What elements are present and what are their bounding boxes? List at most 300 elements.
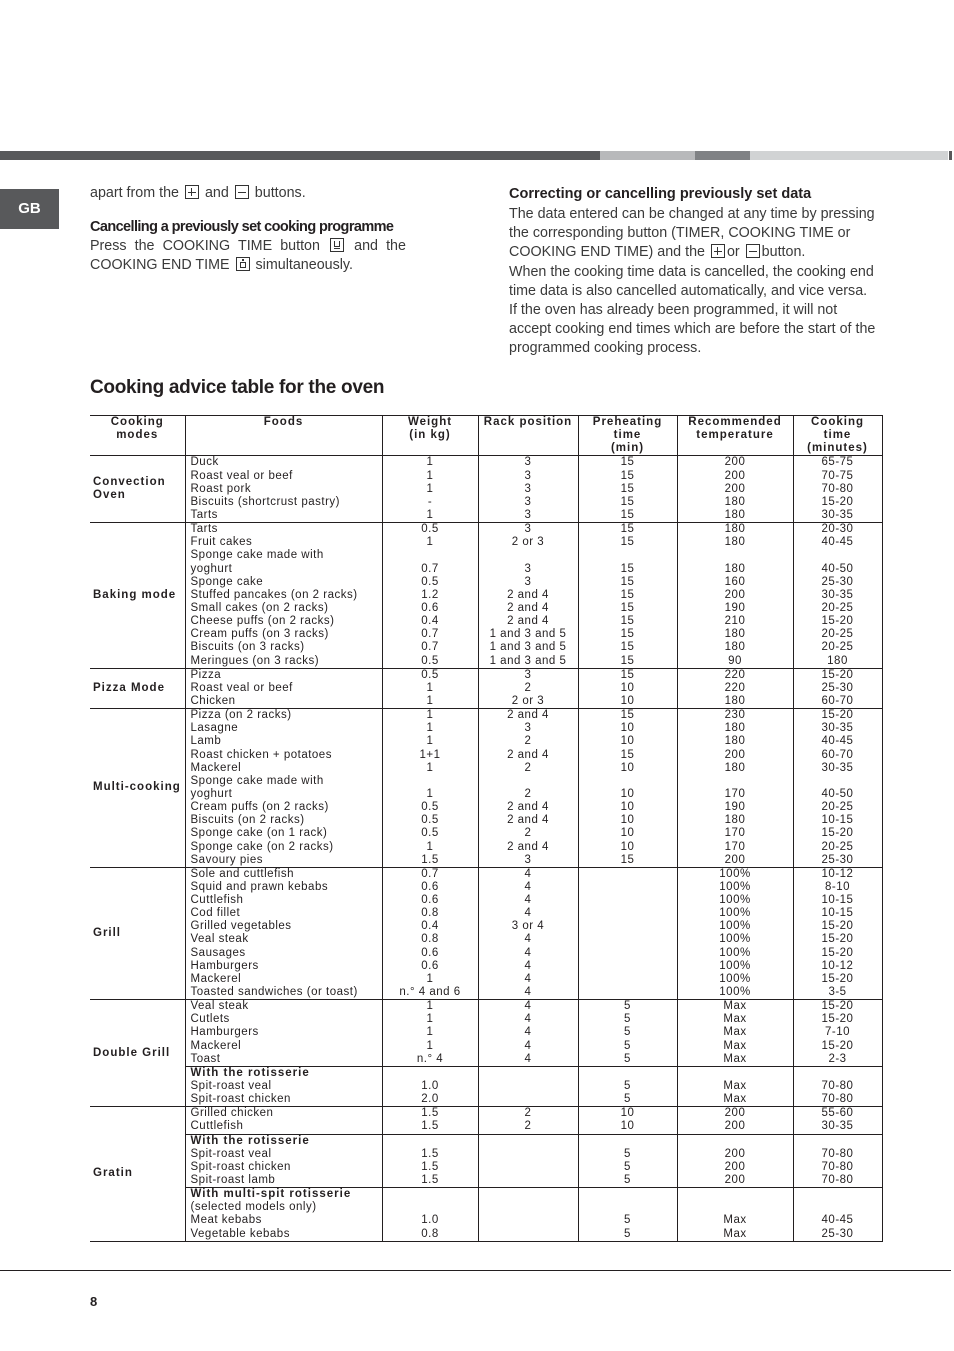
cell-value: Sponge cake (on 2 racks) (190, 840, 334, 853)
spacer (479, 1135, 578, 1148)
cell-value: 4 (524, 880, 532, 893)
cell-value (479, 1228, 578, 1241)
cell-value: 15 (620, 562, 635, 575)
cell-value: Mackerel (190, 761, 242, 774)
cell-value: 7-10 (824, 1026, 851, 1039)
cell-value: 1.5 (421, 853, 439, 866)
cell-value: 15 (620, 508, 635, 521)
cell-value: 4 (524, 867, 532, 880)
cell-value (579, 933, 677, 946)
preheat-cell (578, 456, 677, 523)
cell-value: 3 (524, 469, 532, 482)
cell-value: Roast veal or beef (190, 469, 293, 482)
cell-value (794, 1201, 882, 1214)
temperature-cell (677, 1107, 793, 1134)
cell-value: 180 (724, 508, 746, 521)
cancel-programme-text: Press the COOKING TIME button and the COOKING END TIME simultaneously. (90, 238, 406, 274)
cell-value: - (427, 495, 433, 508)
cell-value: 0.4 (421, 920, 439, 933)
cell-value (383, 549, 478, 562)
cell-value: 15 (620, 853, 635, 866)
cell-value: 5 (624, 1147, 631, 1160)
header-text: Weight (407, 416, 453, 428)
cell-value: 210 (724, 615, 746, 628)
cell-value: 10 (620, 801, 635, 814)
table-row (90, 1107, 882, 1134)
cell-value: Mackerel (190, 972, 242, 985)
food-cell (185, 867, 382, 999)
cell-value: 25-30 (821, 853, 854, 866)
cell-value: 15 (620, 495, 635, 508)
cell-value: 0.6 (421, 894, 439, 907)
cell-value: 180 (724, 722, 746, 735)
weight-cell (382, 1000, 478, 1067)
preheat-cell (578, 523, 677, 669)
cell-value: Tarts (190, 523, 218, 536)
cell-value: 30-35 (821, 1120, 854, 1133)
cell-value: 200 (724, 1160, 746, 1173)
cell-value: Sole and cuttlefish (190, 867, 294, 880)
temperature-cell (677, 1066, 793, 1106)
cell-value: 1 (426, 1026, 434, 1039)
preheat-cell (578, 1107, 677, 1134)
cell-value: Spit-roast chicken (190, 1160, 291, 1173)
spacer (383, 1135, 478, 1148)
rack-cell (478, 668, 578, 708)
cell-value: 170 (724, 787, 746, 800)
cell-value: 10-15 (821, 894, 854, 907)
cooking-time-cell (793, 456, 882, 523)
header-rack-position (478, 416, 578, 456)
cell-value: 1 (426, 694, 434, 707)
cell-value: 10 (620, 761, 635, 774)
cell-value: 1 (426, 787, 434, 800)
cell-value: 1 (426, 1000, 434, 1013)
cell-value (579, 960, 677, 973)
cell-value: Cream puffs (on 2 racks) (190, 801, 329, 814)
cell-value: Lamb (190, 735, 222, 748)
cell-value: Toasted sandwiches (or toast) (190, 986, 358, 999)
cell-value: 200 (724, 1107, 746, 1120)
cell-value: Sponge cake (on 1 rack) (190, 827, 328, 840)
cell-value (794, 775, 882, 788)
cell-value: 1 and 3 and 5 (489, 628, 567, 641)
cell-value: 3 (524, 482, 532, 495)
rack-cell (478, 456, 578, 523)
food-cell (185, 523, 382, 669)
cell-value: Cuttlefish (190, 894, 244, 907)
rack-cell (478, 1107, 578, 1134)
cell-value: Spit-roast lamb (190, 1174, 276, 1187)
cell-value: 4 (524, 894, 532, 907)
cell-value: 1 (426, 709, 434, 722)
cell-value: 60-70 (821, 694, 854, 707)
temperature-cell (677, 456, 793, 523)
cell-value: 15-20 (821, 1013, 854, 1026)
cell-value: Spit-roast veal (190, 1080, 272, 1093)
cell-value: 2 (524, 681, 532, 694)
cooking-time-cell (793, 1134, 882, 1188)
table-row (90, 867, 882, 999)
cell-value (579, 986, 677, 999)
cell-value (579, 947, 677, 960)
cooking-mode-label: Gratin (93, 1167, 133, 1180)
correcting-text-3: If the oven has already been programmed, it will not accept cooking end times which are before the start of the programmed cooking process. (509, 302, 876, 357)
cell-value: 15 (620, 482, 635, 495)
cell-value: 10 (620, 827, 635, 840)
cell-value: 70-80 (821, 1174, 854, 1187)
header-weight (382, 416, 478, 456)
cell-value: 4 (524, 1000, 532, 1013)
cell-value: 60-70 (821, 748, 854, 761)
cell-value: 5 (624, 1013, 631, 1026)
cell-value: 5 (624, 1080, 631, 1093)
cell-value: 5 (624, 1039, 631, 1052)
cell-value: 15-20 (821, 668, 854, 681)
weight-cell (382, 867, 478, 999)
cell-value: 3 (524, 575, 532, 588)
cell-value: Max (723, 1013, 747, 1026)
cell-value: 15-20 (821, 1039, 854, 1052)
table-header-row (90, 416, 882, 456)
table-row (90, 709, 882, 868)
cell-value: 1 (426, 508, 434, 521)
cell-value: Duck (190, 456, 219, 469)
preheat-cell (578, 668, 677, 708)
cell-value: 200 (724, 1147, 746, 1160)
cell-value: 25-30 (821, 1227, 854, 1240)
cell-value: Cream puffs (on 3 racks) (190, 628, 329, 641)
cell-value: 180 (724, 536, 746, 549)
temperature-cell (677, 1188, 793, 1242)
cell-value: 4 (524, 1052, 532, 1065)
cell-value (479, 1201, 578, 1214)
cell-value: 0.6 (421, 880, 439, 893)
cell-value: 160 (724, 575, 746, 588)
table-body (90, 456, 882, 1241)
cell-value: 70-80 (821, 1147, 854, 1160)
cell-value: 15-20 (821, 709, 854, 722)
cell-value: 15 (620, 588, 635, 601)
cooking-mode-label: Oven (93, 489, 126, 502)
cell-value: 15 (620, 469, 635, 482)
cell-value: 0.5 (421, 814, 439, 827)
cell-value: 1 (426, 840, 434, 853)
spacer (479, 1067, 578, 1080)
header-text: Cooking (811, 416, 864, 428)
cell-value: Mackerel (190, 1039, 242, 1052)
cell-value: Chicken (190, 694, 236, 707)
sub-heading: With the rotisserie (190, 1066, 310, 1079)
cell-value: Savoury pies (190, 853, 263, 866)
cell-value: 180 (827, 654, 848, 667)
cell-value: 180 (724, 735, 746, 748)
cell-value: 180 (724, 761, 746, 774)
cell-value: Sponge cake made with (190, 549, 324, 562)
plus-icon (185, 185, 199, 199)
cell-value: Max (723, 1214, 747, 1227)
cooking-mode-label: Pizza Mode (93, 681, 165, 694)
cell-value: 65-75 (821, 456, 854, 469)
cell-value: 200 (724, 1120, 746, 1133)
cell-value: 180 (724, 814, 746, 827)
cell-value: 10 (620, 735, 635, 748)
cell-value: Stuffed pancakes (on 2 racks) (190, 588, 358, 601)
cell-value: Sausages (190, 946, 246, 959)
spacer (678, 1135, 793, 1148)
cooking-time-cell (793, 668, 882, 708)
cell-value: 1 (426, 1039, 434, 1052)
cell-value: 0.5 (421, 668, 439, 681)
cell-value: 1 (426, 469, 434, 482)
cell-value: 170 (724, 827, 746, 840)
preheat-cell (578, 1134, 677, 1188)
cell-value: Roast veal or beef (190, 681, 293, 694)
cell-value: 20-25 (821, 641, 854, 654)
cell-value: 2.0 (421, 1093, 439, 1106)
cell-value: 2 and 4 (507, 840, 549, 853)
preheat-cell (578, 1188, 677, 1242)
cell-value: 70-80 (821, 1160, 854, 1173)
cell-value: 15 (620, 601, 635, 614)
cell-value: 20-25 (821, 601, 854, 614)
cell-value: 1 (426, 482, 434, 495)
table-row (90, 1188, 882, 1242)
cell-value: 0.6 (421, 601, 439, 614)
cell-value: 2-3 (828, 1052, 847, 1065)
weight-cell (382, 1107, 478, 1134)
cell-value: 5 (624, 1052, 631, 1065)
cell-value: Meringues (on 3 racks) (190, 654, 320, 667)
cell-value: 1 (426, 681, 434, 694)
table-title: Cooking advice table for the oven (90, 377, 385, 398)
cooking-time-cell (793, 1000, 882, 1067)
food-cell (185, 456, 382, 523)
cell-value: 3 or 4 (511, 920, 545, 933)
cell-value: 5 (624, 1160, 631, 1173)
cell-value: 10 (620, 814, 635, 827)
cell-value: 10-15 (821, 814, 854, 827)
cell-value (678, 775, 793, 788)
cell-value: Max (723, 1026, 747, 1039)
cell-value: 0.5 (421, 654, 439, 667)
cooking-mode-label: Convection (93, 476, 166, 489)
cell-value: 2 (524, 787, 532, 800)
cell-value: Squid and prawn kebabs (190, 880, 329, 893)
cell-value: 3 (524, 853, 532, 866)
spacer (794, 1135, 882, 1148)
cell-value: 40-50 (821, 562, 854, 575)
spacer (678, 1067, 793, 1080)
cell-value: 2 and 4 (507, 801, 549, 814)
cell-value: 5 (624, 1174, 631, 1187)
cell-value: 230 (724, 709, 746, 722)
header-text: Rack position (483, 416, 573, 428)
header-text: modes (116, 429, 159, 442)
temperature-cell (677, 668, 793, 708)
weight-cell (382, 456, 478, 523)
cell-value: 40-50 (821, 787, 854, 800)
weight-cell (382, 523, 478, 669)
cell-value: 200 (724, 748, 746, 761)
cell-value: 170 (724, 840, 746, 853)
preheat-cell (578, 1066, 677, 1106)
cell-value (579, 549, 677, 562)
header-text: (minutes) (807, 442, 868, 455)
temperature-cell (677, 867, 793, 999)
cell-value: 0.7 (421, 628, 439, 641)
cell-value: 15-20 (821, 972, 854, 985)
cell-value: Meat kebabs (190, 1214, 262, 1227)
cell-value: 0.5 (421, 801, 439, 814)
cell-value: 1.0 (421, 1214, 439, 1227)
cell-value: 70-80 (821, 1080, 854, 1093)
food-cell (185, 1134, 382, 1188)
cell-value: 15 (620, 628, 635, 641)
cell-value: 0.5 (421, 575, 439, 588)
cell-value: n.° 4 and 6 (399, 986, 461, 999)
cooking-time-cell (793, 1107, 882, 1134)
cell-value: 2 and 4 (507, 709, 549, 722)
cell-value: 70-80 (821, 1093, 854, 1106)
rack-cell (478, 1134, 578, 1188)
rack-cell (478, 1188, 578, 1242)
cell-value: 25-30 (821, 575, 854, 588)
cell-value: 15-20 (821, 495, 854, 508)
cell-value: 10 (620, 681, 635, 694)
cell-value: 100% (719, 972, 751, 985)
cooking-time-cell (793, 867, 882, 999)
spacer (579, 1188, 677, 1201)
cell-value: 15 (620, 654, 635, 667)
cell-value: 100% (719, 986, 751, 999)
cell-value: Biscuits (on 3 racks) (190, 641, 305, 654)
preheat-cell (578, 1000, 677, 1067)
cell-value: Max (723, 1227, 747, 1240)
cell-value: 2 or 3 (511, 536, 545, 549)
cell-value: 0.4 (421, 615, 439, 628)
cell-value: Lasagne (190, 722, 239, 735)
cooking-time-cell (793, 1188, 882, 1242)
cell-value: 2 or 3 (511, 694, 545, 707)
weight-cell (382, 1188, 478, 1242)
cell-value: 20-25 (821, 801, 854, 814)
cell-value: Fruit cakes (190, 536, 253, 549)
temperature-cell (677, 523, 793, 669)
cell-value (579, 920, 677, 933)
cooking-mode-label: Baking mode (93, 588, 177, 601)
weight-cell (382, 1134, 478, 1188)
cell-value: 40-45 (821, 536, 854, 549)
cell-value: 10-12 (821, 959, 854, 972)
cell-value: 5 (624, 1227, 631, 1240)
cell-value: 40-45 (821, 735, 854, 748)
cooking-mode-cell (90, 523, 185, 669)
cooking-time-icon (330, 238, 344, 252)
cell-value: 15 (620, 615, 635, 628)
cell-value: Hamburgers (190, 1026, 259, 1039)
cell-value: Roast pork (190, 482, 252, 495)
temperature-cell (677, 1134, 793, 1188)
cell-value: Max (723, 1052, 747, 1065)
cell-value: 1 (426, 722, 434, 735)
cell-value: 1.5 (421, 1120, 439, 1133)
spacer (678, 1188, 793, 1201)
cell-value: 40-45 (821, 1214, 854, 1227)
cell-value: 100% (719, 959, 751, 972)
temperature-cell (677, 709, 793, 868)
rack-cell (478, 867, 578, 999)
sub-heading: With the rotisserie (190, 1134, 310, 1147)
footer-rule (0, 1270, 951, 1271)
cell-value: 30-35 (821, 761, 854, 774)
header-text: Recommended (688, 416, 782, 428)
cell-value: 5 (624, 1000, 631, 1013)
preheat-cell (578, 709, 677, 868)
cell-value: 3 (524, 562, 532, 575)
cell-value: 100% (719, 920, 751, 933)
cell-value: 1+1 (419, 748, 441, 761)
intro-line: apart from the and buttons. (90, 185, 306, 201)
cell-value: 0.7 (421, 562, 439, 575)
cell-value: Max (723, 1093, 747, 1106)
cell-value: 25-30 (821, 681, 854, 694)
cell-value: Cheese puffs (on 2 racks) (190, 615, 335, 628)
right-column (509, 184, 881, 359)
cell-value: 15-20 (821, 920, 854, 933)
cell-value: Tarts (190, 508, 218, 521)
cell-value: 2 (524, 761, 532, 774)
cell-value: 1 (426, 761, 434, 774)
spacer (383, 1188, 478, 1201)
food-cell (185, 1066, 382, 1106)
cell-value (794, 549, 882, 562)
food-cell (185, 709, 382, 868)
cell-value: 0.6 (421, 959, 439, 972)
weight-cell (382, 668, 478, 708)
cell-value: 5 (624, 1026, 631, 1039)
cell-value: 180 (724, 694, 746, 707)
cell-value: 15 (620, 523, 635, 536)
spacer (794, 1188, 882, 1201)
header-text: time (613, 429, 642, 442)
cell-value: 0.8 (421, 1227, 439, 1240)
cell-value: 90 (728, 654, 742, 667)
food-cell (185, 1107, 382, 1134)
cell-value: 30-35 (821, 722, 854, 735)
cell-value: 30-35 (821, 508, 854, 521)
cell-value: 2 and 4 (507, 748, 549, 761)
cooking-mode-cell (90, 1000, 185, 1107)
cell-value: 1.5 (421, 1174, 439, 1187)
header-text: Foods (263, 416, 304, 428)
temperature-cell (677, 1000, 793, 1067)
cell-value: Max (723, 1000, 747, 1013)
cell-value: 100% (719, 907, 751, 920)
cell-value: 15 (620, 641, 635, 654)
cell-value: 15 (620, 748, 635, 761)
header-text: Cooking (110, 416, 164, 428)
cooking-time-cell (793, 523, 882, 669)
table-row (90, 1000, 882, 1067)
cell-value (479, 1214, 578, 1227)
cell-value: 15-20 (821, 1000, 854, 1013)
cell-value: Small cakes (on 2 racks) (190, 601, 329, 614)
cell-value: Pizza (190, 668, 222, 681)
cell-value: Veal steak (190, 933, 249, 946)
food-cell (185, 1188, 382, 1242)
cell-value: Veal steak (190, 1000, 249, 1013)
